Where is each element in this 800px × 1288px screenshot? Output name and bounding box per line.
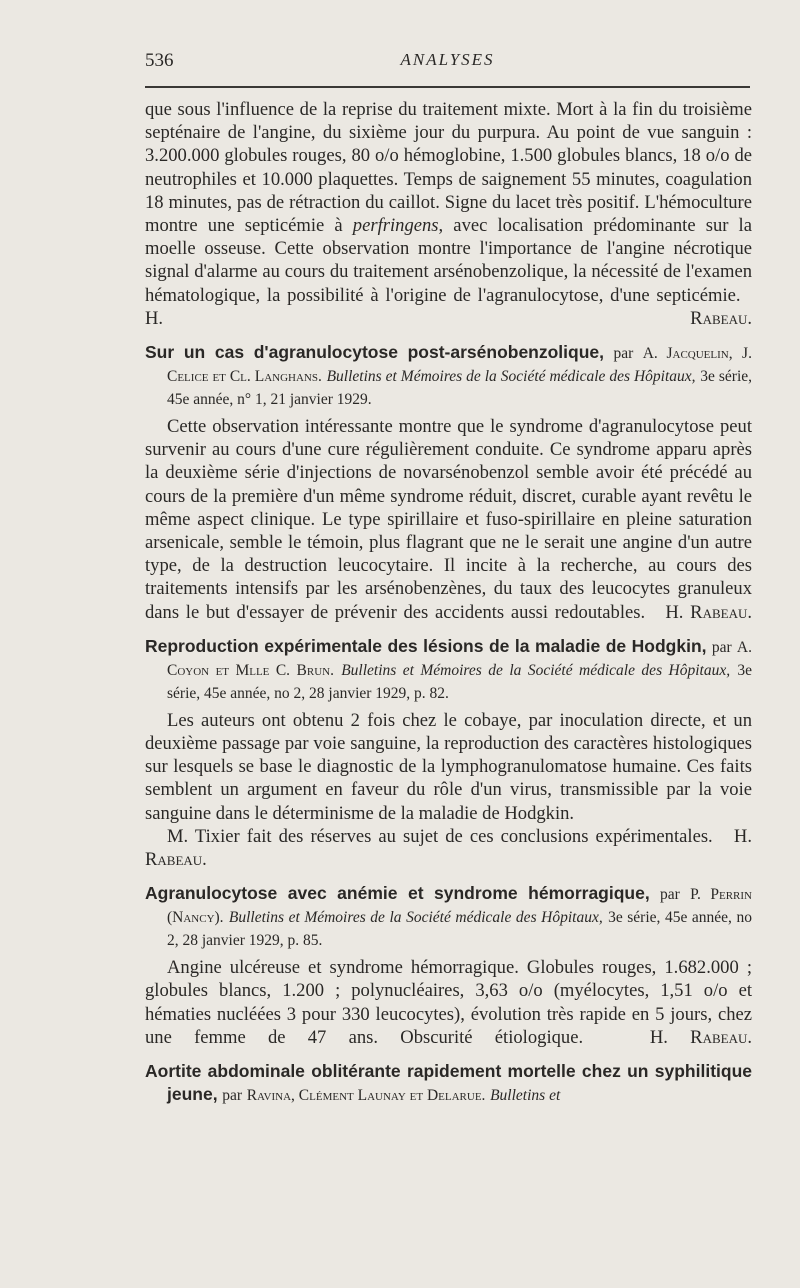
page-body [145,98,752,1107]
continuation-text: que sous l'influence de la reprise du traitement mixte. Mort à la fin du troisième septénaire de l'angine, du sixième jour du purpura. Au point de vue sanguin : 3.200.000 globules rouges, 80 o/o hémoglobine, 1.500 globules blancs, 18 o/o de neutrophiles et 10.000 plaquettes. Temps de saignement 55 minutes, coagulation 18 minutes, pas de rétraction du caillot. Signe du lacet très positif. L'hémoculture montre une septicémie à [145,99,752,237]
entry-heading [145,341,752,411]
entry-citation: 3e série, 45e année, no 2, 28 janvier 1929, p. 85. [167,909,752,950]
page-number: 536 [145,50,174,71]
entry-citation: 3e série, 45e année, n° 1, 21 janvier 1929. [167,368,752,409]
running-head: ANALYSES [400,50,495,69]
continuation-text-2: , avec localisation prédominante sur la moelle osseuse. Cette observation montre l'importance de l'angine nécrotique signal d'alarme au cours du traitement arsénobenzolique, la nécessité de l'examen hématologique, la possibilité à l'origine de l'agranulocytose, d'une septicémie. [145,215,752,306]
entry-title: Agranulocytose avec anémie et syndrome hémorragique, [145,883,650,904]
entry-authors: A. Jacquelin, [642,345,733,363]
signature: H. Rabeau. [665,601,752,623]
entry-par: par [711,638,732,656]
entry-authors: P. Perrin (Nancy). [167,886,752,927]
continuation-paragraph [145,98,752,330]
entry-par: par [613,345,634,363]
entry-text: Angine ulcéreuse et syndrome hémorragique. Globules rouges, 1.682.000 ; globules blancs, 1.200 ; polynucléaires, 3,63 o/o (myélocytes, 1,51 o/o et hématies nucléées 3 pour 330 leucocytes), évolution très rapide en 5 jours, chez une femme de 47 ans. Obscurité étiologique. [145,957,752,1048]
entry-paragraph [145,825,752,871]
entry-journal: Bulletins et [490,1087,561,1105]
entry-authors: A. Coyon et Mlle C. Brun. [167,638,752,679]
entry-journal: Bulletins et Mémoires de la Société médicale des Hôpitaux, [326,368,696,386]
entry-paragraph [145,415,752,624]
signature: H. Rabeau. [145,307,752,329]
entry-citation: 3e série, 45e année, no 2, 28 janvier 1929, p. 82. [167,661,752,702]
entry-text: Cette observation intéressante montre que le syndrome d'agranulocytose peut survenir au cours d'une cure régulièrement conduite. Ce syndrome apparu après la deuxième série d'injections de novarsénobenzol semble avoir été précédé au cours de la première d'un même syndrome réduit, discret, curable ayant revêtu le même aspect clinique. Le type spirillaire et fuso-spirillaire en pleine saturation arsenicale, semble le témoin, plus flagrant que ne le serait une angine d'un autre type, de la destruction leucocytaire. Il incite à la recherche, au cours des traitements intensifs par les arsénobenzènes, du taux des leucocytes granuleux dans le but d'essayer de prévenir des accidents aussi redoutables. [145,416,752,623]
entry-text: M. Tixier fait des réserves au sujet de ces conclusions expérimentales. [167,825,713,847]
entry-heading [145,1060,752,1107]
signature: H. Rabeau. [145,825,752,871]
header-rule [145,86,750,88]
entry-journal: Bulletins et Mémoires de la Société médicale des Hôpitaux, [341,661,731,679]
entry-par: par [222,1087,243,1105]
entry-paragraph [145,956,752,1049]
entry-authors-2: J. Celice et Cl. Langhans. [167,345,752,386]
entry-title: Aortite abdominale oblitérante rapidement mortelle chez un syphilitique jeune, [145,1061,752,1105]
page-header [145,50,750,78]
entry-authors: Ravina, Clément Launay et Delarue. [246,1087,486,1105]
entry-heading [145,635,752,705]
entry-journal: Bulletins et Mémoires de la Société médicale des Hôpitaux, [228,909,603,927]
entry-title: Reproduction expérimentale des lésions de la maladie de Hodgkin, [145,635,707,656]
signature: H. Rabeau. [649,1026,752,1048]
entry-title: Sur un cas d'agranulocytose post-arsénobenzolique, [145,342,605,363]
entry-paragraph: Les auteurs ont obtenu 2 fois chez le cobaye, par inoculation directe, et un deuxième passage par voie sanguine, la reproduction des caractères histologiques sur lesquels se base le diagnostic de la lymphogranulomatose humaine. Ces faits semblent un argument en faveur du rôle d'un virus, transmissible par la voie sanguine dans le déterminisme de la maladie de Hodgkin. [145,709,752,824]
entry-par: par [660,886,680,904]
continuation-italic: perfringens [352,215,439,237]
entry-heading [145,882,752,952]
